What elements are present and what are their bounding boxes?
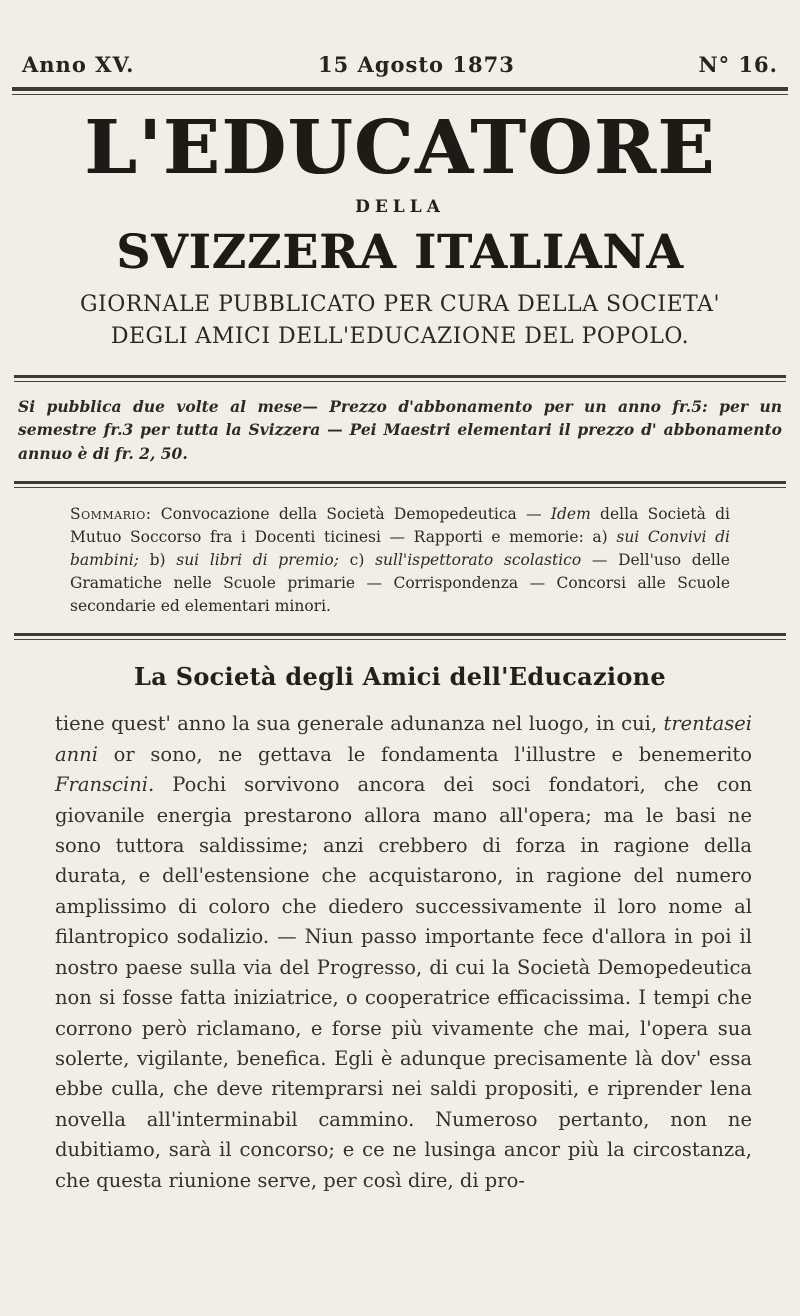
- sommario-segment: c): [338, 550, 376, 569]
- article-segment: Pochi sorvivono ancora dei soci fondatori, che con giovanile energia prestarono allora mano all'opera; ma le basi ne sono tuttora saldissime; anzi crebbero di forza in ragione della durata, e dell'estensione che acquistarono, in ragione del numero amplissimo di coloro che diedero successivamente il loro nome al filantropico sodalizio. — Niun passo importante fece d'allora in poi il nostro paese sulla via del Progresso, di cui la Società Demopedeutica non si fosse fatta iniziatrice, o cooperatrice efficacissima. I tempi che corrono però riclamano, e forse più vivamente che mai, l'opera sua solerte, vigilante, benefica. Egli è adunque precisamente là dov' essa ebbe culla, che deve ritemprarsi nei saldi propositi, e riprender lena novella all'interminabil cammino. Numeroso pertanto, non ne dubitiamo, sarà il concorso; e ce ne lusinga ancor più la circostanza, che questa riunione serve, per così dire, di pro-: [55, 773, 752, 1192]
- sommario-segment: b): [138, 550, 177, 569]
- masthead-date: 15 Agosto 1873: [318, 52, 515, 77]
- article-segment: or sono, ne gettava le fondamenta l'illustre e benemerito: [97, 742, 752, 766]
- divider-rule: [14, 633, 786, 640]
- sommario: [70, 503, 730, 618]
- sommario-segment: sui libri di premio;: [176, 550, 339, 569]
- sommario-segment: — Dell'uso delle Gramatiche nelle Scuole primarie — Corrispondenza — Concorsi alle Scuole secondarie ed elementari minori.: [70, 550, 730, 615]
- sommario-segment: della Società di Mutuo Soccorso fra i Docenti ticinesi — Rapporti e memorie: a): [70, 504, 730, 546]
- publication-line-2: DEGLI AMICI DELL'EDUCAZIONE DEL POPOLO.: [110, 324, 690, 349]
- masthead-dateline: [0, 52, 800, 77]
- sommario-label: Sommario:: [70, 504, 152, 523]
- masthead-anno: Anno XV.: [22, 52, 135, 77]
- article-heading: La Società degli Amici dell'Educazione: [134, 662, 666, 692]
- article-segment: tiene quest' anno la sua generale adunanza nel luogo, in cui,: [55, 712, 664, 736]
- sommario-segment: sull'ispettorato scolastico: [375, 550, 582, 569]
- sommario-segment: Convocazione della Società Demopedeutica —: [151, 504, 551, 523]
- divider-rule: [12, 87, 788, 95]
- journal-della: DELLA: [355, 197, 445, 217]
- publication-line-1: GIORNALE PUBBLICATO PER CURA DELLA SOCIETA': [79, 292, 721, 317]
- masthead-numero: N° 16.: [698, 52, 778, 77]
- journal-title: L'EDUCATORE: [84, 105, 716, 191]
- article-segment: trentasei anni: [55, 712, 752, 766]
- sommario-segment: sui Convivi di bambini;: [70, 527, 730, 569]
- subscription-info: Si pubblica due volte al mese— Prezzo d'abbonamento per un anno fr.5: per un semestre fr.3 per tutta la Svizzera — Pei Maestri elementari il prezzo d' abbonamento annuo è di fr. 2, 50.: [18, 397, 782, 463]
- journal-subtitle: SVIZZERA ITALIANA: [116, 225, 684, 280]
- article-segment: Franscini.: [55, 773, 155, 797]
- divider-rule: [14, 481, 786, 488]
- divider-rule: [14, 375, 786, 382]
- sommario-segment: Idem: [550, 504, 591, 523]
- article-body: [55, 709, 752, 1196]
